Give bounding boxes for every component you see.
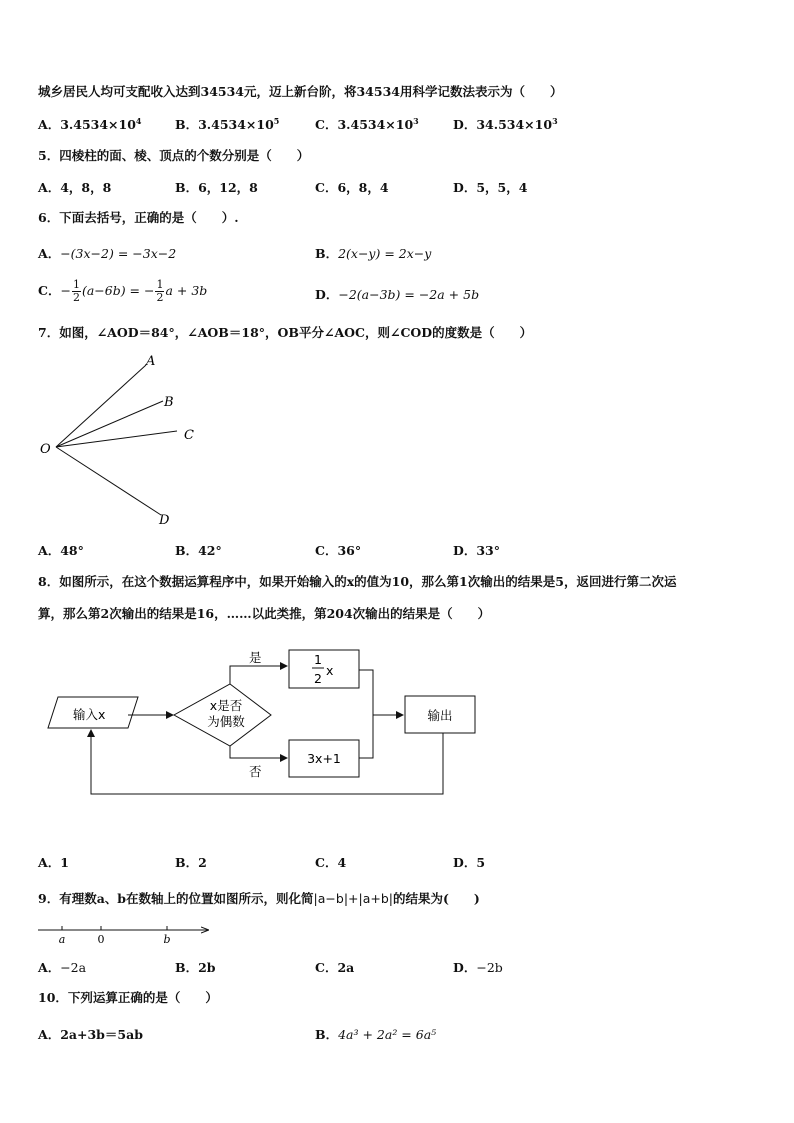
axis-label-b: b [163,933,171,946]
q9-option-a: A．−2a [38,960,87,975]
q8-option-b: B．2 [175,855,207,870]
label-a: A [146,354,156,369]
q7-option-c: C．36° [315,543,362,558]
decision-line2: 为偶数 [207,714,245,729]
half-variable: x [326,663,334,678]
label-c: C [184,428,194,443]
question-5-stem: 5．四棱柱的面、棱、顶点的个数分别是（ ） [38,148,310,163]
no-label: 否 [249,764,262,779]
half-box [289,650,359,688]
q9-option-b: B．2b [175,960,216,975]
ray-oa [56,365,146,447]
q8-option-c: C．4 [315,855,347,870]
question-6-stem: 6．下面去括号，正确的是（ ）. [38,210,239,225]
q6-option-d: D．−2(a−3b) = −2a + 5b [315,287,480,302]
label-o: O [40,442,51,457]
fraction-half: $\frac{1}{2}$ [156,278,164,304]
q5-option-c: C．6，8，4 [315,180,389,195]
decision-line1: x是否 [209,698,243,713]
q7-option-d: D．33° [453,543,500,558]
q8-option-a: A．1 [38,855,69,870]
flowchart [40,640,490,805]
fraction-half: $\frac{1}{2}$ [72,278,80,304]
input-label: 输入x [73,707,106,722]
q5-option-a: A．4，8，8 [38,180,112,195]
q5-option-b: B．6，12，8 [175,180,258,195]
angle-figure [30,345,210,530]
axis-label-zero: 0 [97,933,105,946]
q4-option-c: C．$3.4534\times 10^3$ [315,115,419,132]
question-7-stem: 7．如图，∠AOD＝84°，∠AOB＝18°，OB平分∠AOC，则∠COD的度数是（ ） [38,325,533,340]
q4-option-a: A．$3.4534\times 10^4$ [38,115,142,132]
output-label: 输出 [427,708,453,723]
ray-od [56,447,161,515]
q7-option-a: A．48° [38,543,84,558]
triple-plus-one-label: 3x+1 [307,751,341,766]
yes-label: 是 [249,650,262,665]
label-d: D [159,513,170,528]
q9-option-c: C．2a [315,960,355,975]
question-9-stem: 9．有理数a、b在数轴上的位置如图所示，则化简|a−b|+|a+b|的结果为( ) [38,891,480,906]
label-b: B [164,395,174,410]
question-10-stem: 10．下列运算正确的是（ ） [38,990,218,1005]
q9-option-d: D．−2b [453,960,503,975]
q5-option-d: D．5，5，4 [453,180,528,195]
q4-option-b: B．$3.4534\times 10^5$ [175,115,280,132]
half-denominator: 2 [314,671,322,686]
question-4-stem: 城乡居民人均可支配收入达到34534元，迈上新台阶，将34534用科学记数法表示为（ ） [38,84,563,99]
q10-option-b: B．4a³ + 2a² = 6a⁵ [315,1027,437,1042]
q8-option-d: D．5 [453,855,486,870]
q6-option-c: C．− $\frac{1}{2}$ (a−6b) = − $\frac{1}{2}$ a + 3b [38,278,208,304]
q7-option-b: B．42° [175,543,222,558]
q6-option-a: A．−(3x−2) = −3x−2 [38,246,177,261]
question-8-stem-line2: 算，那么第2次输出的结果是16，……以此类推，第204次输出的结果是（ ） [38,606,491,621]
q6-option-b: B．2(x−y) = 2x−y [315,246,432,261]
number-line [36,920,216,948]
q10-option-a: A．2a+3b＝5ab [38,1027,143,1042]
half-numerator: 1 [314,652,322,667]
abs-expression: |a−b|+|a+b| [313,891,394,906]
q4-option-d: D．$34.534\times 10^3$ [453,115,558,132]
question-8-stem-line1: 8．如图所示，在这个数据运算程序中，如果开始输入的x的值为10，那么第1次输出的结果是5，返回进行第二次运 [38,574,677,589]
axis-label-a: a [58,933,66,946]
